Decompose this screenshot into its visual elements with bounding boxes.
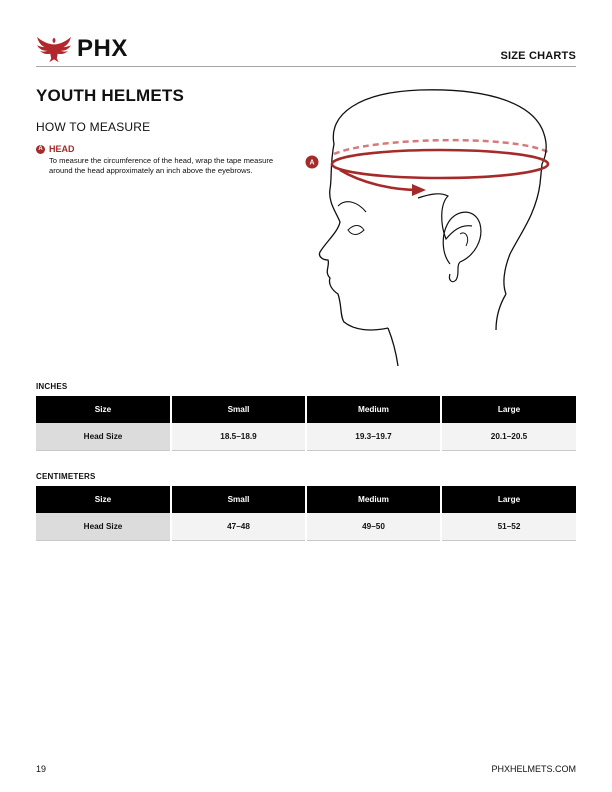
table-row [36, 423, 576, 451]
measure-instruction [36, 144, 286, 176]
table-cell: 51–52 [441, 513, 576, 541]
section-title: SIZE CHARTS [500, 50, 576, 62]
marker-badge: A [36, 145, 45, 154]
size-table-inches [36, 396, 576, 451]
column-header: Size [36, 396, 171, 423]
how-to-measure-heading: HOW TO MEASURE [36, 120, 151, 134]
brand-name: PHX [77, 35, 128, 62]
table-row [36, 513, 576, 541]
page-title: YOUTH HELMETS [36, 86, 185, 105]
neck-outline [388, 328, 398, 366]
table-cell: 49–50 [306, 513, 441, 541]
column-header: Small [171, 486, 306, 513]
table-header-row [36, 486, 576, 513]
measure-label: HEAD [49, 144, 75, 154]
table-cell: 47–48 [171, 513, 306, 541]
page-number: 19 [36, 764, 47, 774]
column-header: Large [441, 396, 576, 423]
tape-back-dashed [334, 140, 548, 154]
header-divider [36, 66, 576, 67]
website-url: PHXHELMETS.COM [491, 764, 576, 774]
phoenix-logo-icon [35, 34, 73, 64]
child-head-profile-icon [300, 84, 582, 366]
table-header-row [36, 396, 576, 423]
brand-logo [35, 34, 128, 64]
head-outline [333, 90, 546, 294]
column-header: Medium [306, 396, 441, 423]
row-label: Head Size [36, 423, 171, 451]
measure-description: To measure the circumference of the head, wrap the tape measure around the head approximately an inch above the eyebrows. [49, 156, 274, 175]
column-header: Small [171, 396, 306, 423]
table-unit-label-inches: INCHES [36, 382, 68, 391]
row-label: Head Size [36, 513, 171, 541]
tape-marker-letter: A [309, 159, 315, 167]
measure-instruction-header [36, 144, 286, 154]
table-cell: 19.3–19.7 [306, 423, 441, 451]
table-unit-label-centimeters: CENTIMETERS [36, 472, 96, 481]
hairline [418, 194, 472, 239]
ear-outline [443, 212, 481, 281]
table-cell: 18.5–18.9 [171, 423, 306, 451]
size-table-centimeters [36, 486, 576, 541]
column-header: Size [36, 486, 171, 513]
eyebrow [338, 202, 366, 212]
back-neck-outline [496, 294, 506, 330]
table-cell: 20.1–20.5 [441, 423, 576, 451]
eye [348, 226, 364, 235]
column-header: Medium [306, 486, 441, 513]
tape-front [332, 150, 548, 178]
column-header: Large [441, 486, 576, 513]
ear-inner [460, 233, 468, 246]
